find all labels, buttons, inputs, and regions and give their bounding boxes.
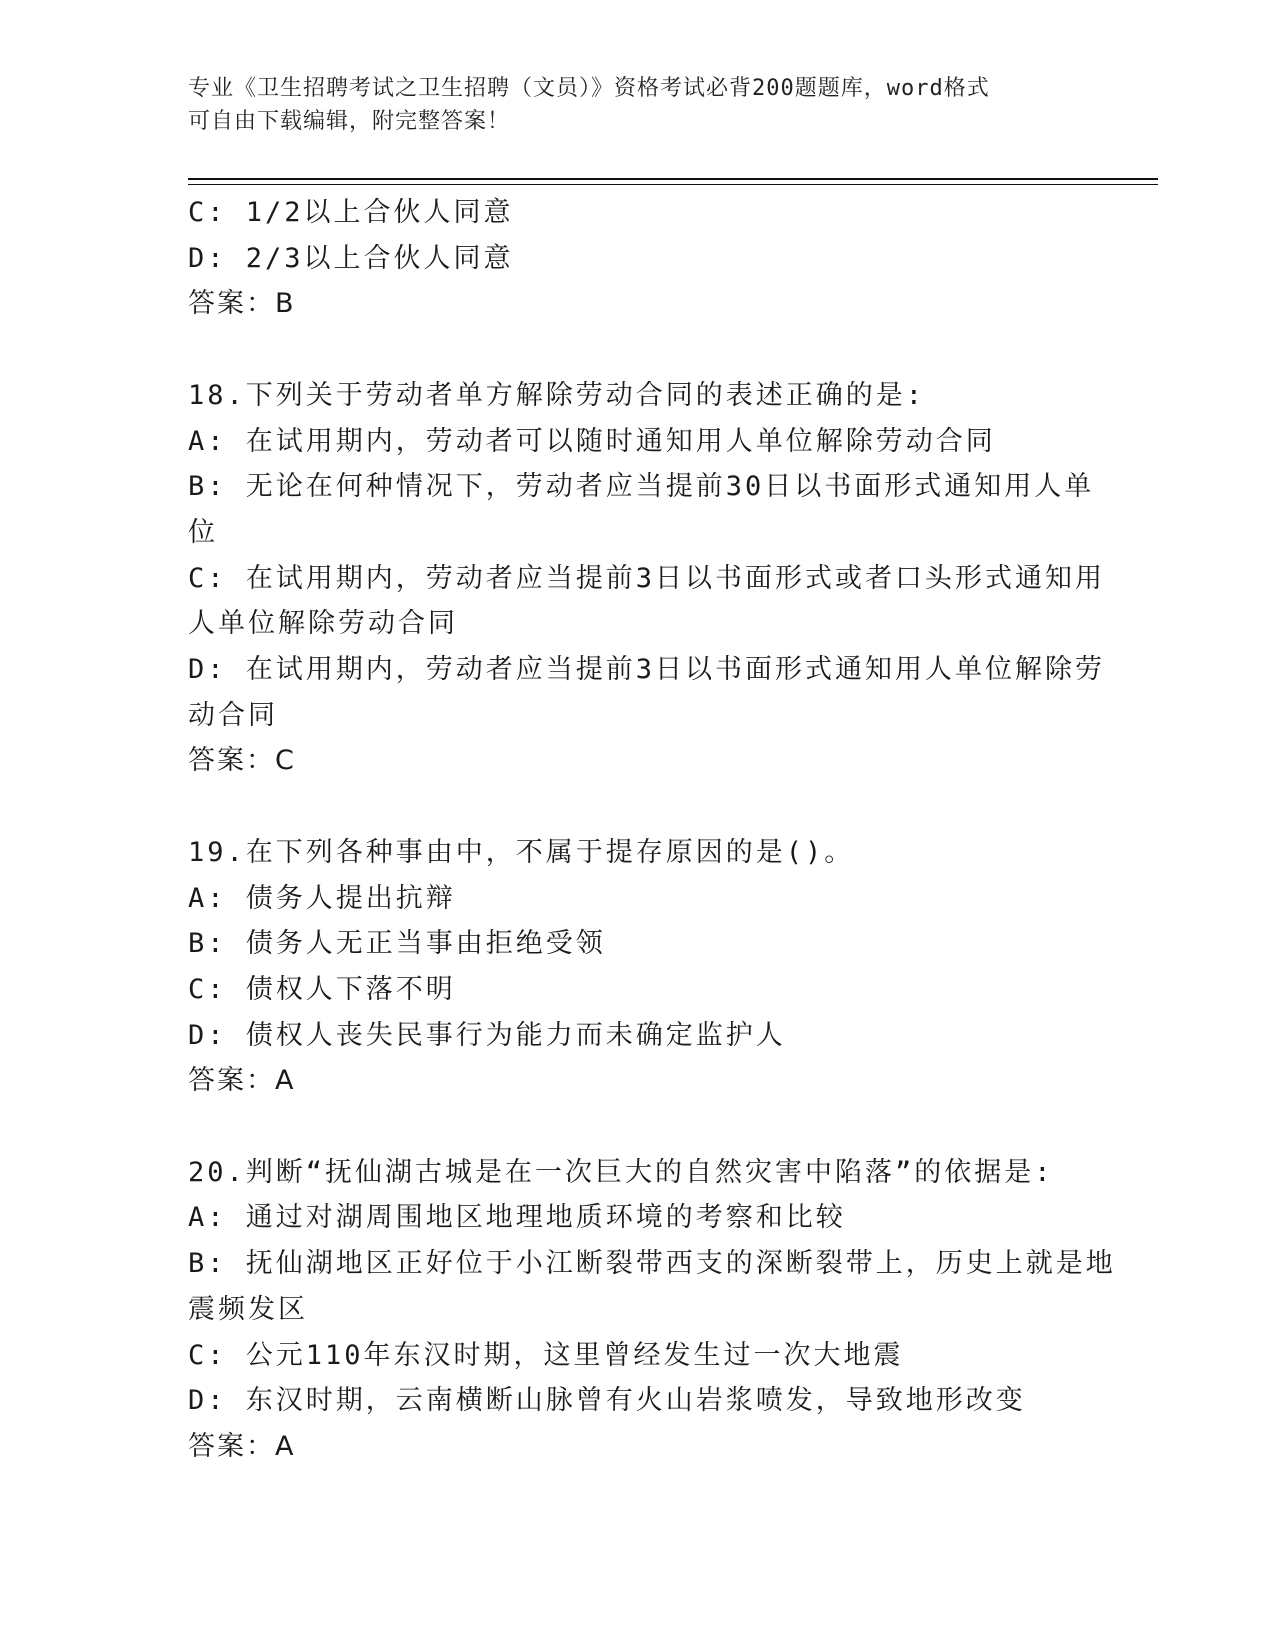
option-c: C: 在试用期内，劳动者应当提前3日以书面形式或者口头形式通知用: [188, 562, 1106, 594]
question-19: [188, 830, 1088, 1104]
option-d-continued: 动合同: [188, 699, 278, 731]
header-title-line-1: 专业《卫生招聘考试之卫生招聘（文员）》资格考试必背200题题库，word格式: [188, 76, 990, 101]
option-a: A: 在试用期内，劳动者可以随时通知用人单位解除劳动合同: [188, 425, 996, 457]
spacer: [188, 1104, 1088, 1150]
option-b-continued: 震频发区: [188, 1293, 308, 1325]
option-c: C: 公元110年东汉时期，这里曾经发生过一次大地震: [188, 1339, 904, 1371]
answer-line: 答案：A: [188, 1065, 296, 1097]
option-c: C: 债权人下落不明: [188, 973, 456, 1005]
answer-line: 答案：A: [188, 1430, 296, 1462]
option-b: B: 抚仙湖地区正好位于小江断裂带西支的深断裂带上，历史上就是地: [188, 1248, 1116, 1280]
option-c-continued: 人单位解除劳动合同: [188, 608, 458, 640]
question-17-tail: [188, 190, 1088, 327]
header-divider-thin: [188, 184, 1158, 185]
header-divider-thick: [188, 178, 1158, 180]
spacer: [188, 784, 1088, 830]
option-a: A: 债务人提出抗辩: [188, 882, 456, 914]
spacer: [188, 327, 1088, 373]
header-title-line-2: 可自由下载编辑，附完整答案！: [188, 109, 511, 134]
question-stem: 19.在下列各种事由中，不属于提存原因的是()。: [188, 836, 855, 868]
question-list: [188, 190, 1116, 1470]
option-c: C: 1/2以上合伙人同意: [188, 197, 514, 228]
option-d: D: 东汉时期，云南横断山脉曾有火山岩浆喷发，导致地形改变: [188, 1385, 1026, 1417]
option-b-continued: 位: [188, 516, 218, 548]
question-stem: 18.下列关于劳动者单方解除劳动合同的表述正确的是:: [188, 379, 926, 411]
option-d: D: 债权人丧失民事行为能力而未确定监护人: [188, 1019, 786, 1051]
question-20: [188, 1150, 1116, 1470]
option-b: B: 债务人无正当事由拒绝受领: [188, 928, 606, 960]
option-b: B: 无论在何种情况下，劳动者应当提前30日以书面形式通知用人单: [188, 471, 1095, 503]
option-d: D: 2/3以上合伙人同意: [188, 242, 514, 274]
page-header: [188, 72, 1068, 138]
answer-line: 答案：C: [188, 745, 296, 777]
question-18: [188, 373, 1106, 784]
answer-line: 答案：B: [188, 288, 296, 320]
option-a: A: 通过对湖周围地区地理地质环境的考察和比较: [188, 1202, 846, 1234]
option-d: D: 在试用期内，劳动者应当提前3日以书面形式通知用人单位解除劳: [188, 654, 1106, 686]
question-stem: 20.判断“抚仙湖古城是在一次巨大的自然灾害中陷落”的依据是:: [188, 1156, 1054, 1188]
